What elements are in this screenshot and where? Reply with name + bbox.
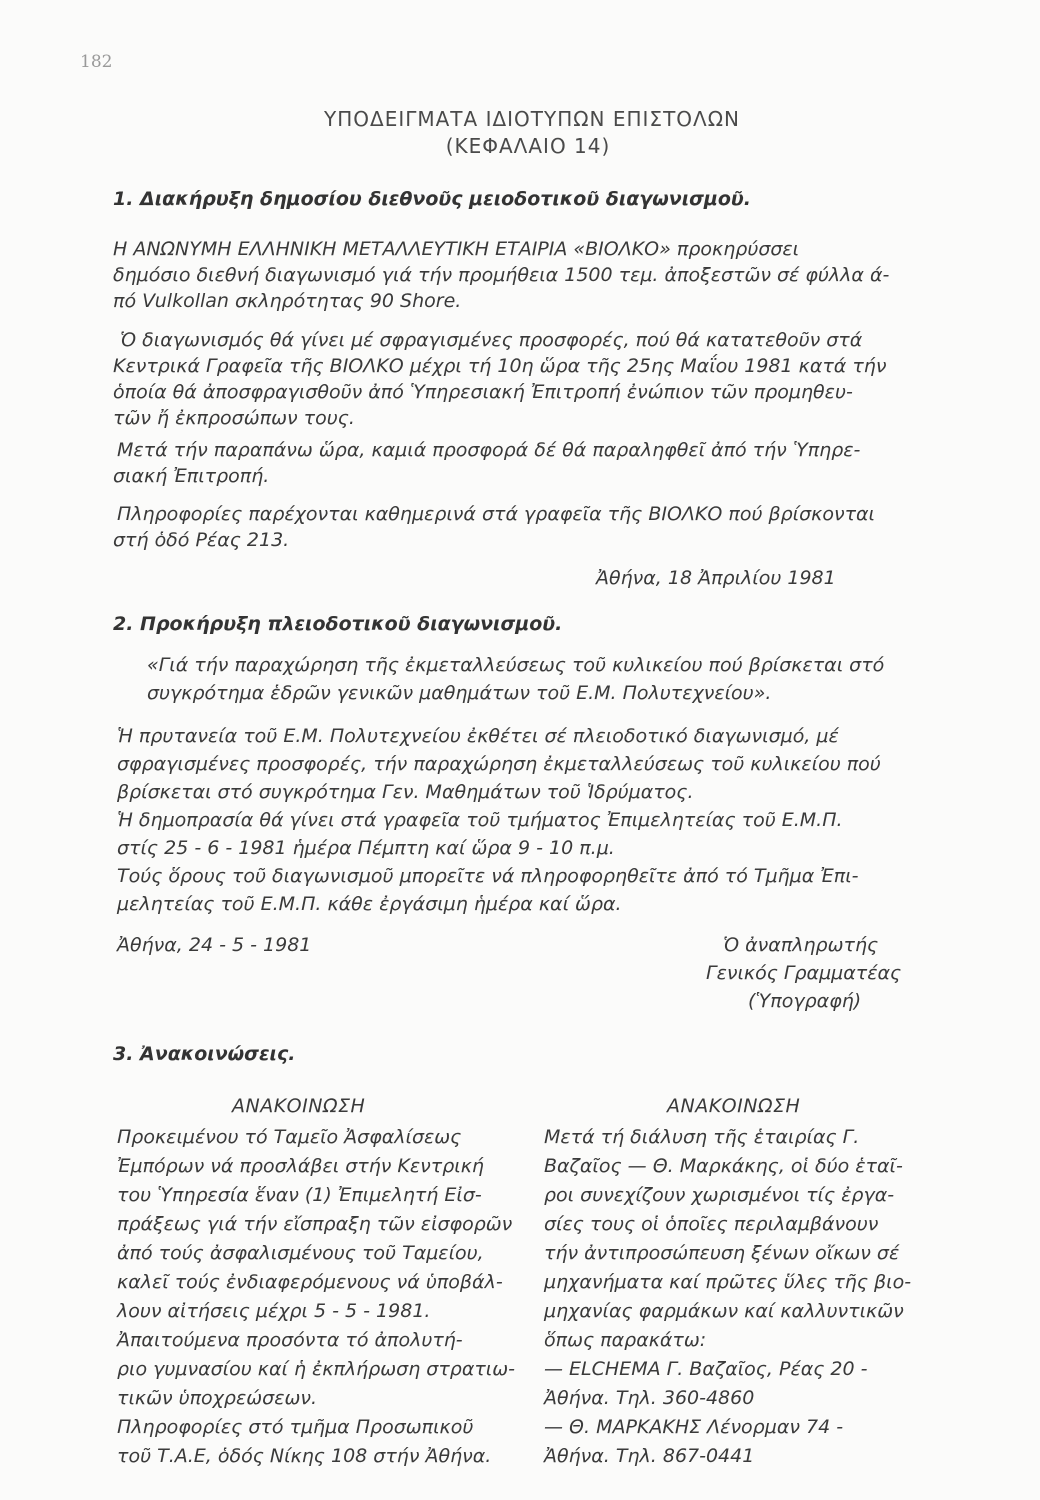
announcement-right-line: μηχανήματα καί πρῶτες ὕλες τῆς βιο- [544, 1271, 912, 1293]
announcement-right-line: τήν ἀντιπροσώπευση ξένων οἴκων σέ [544, 1242, 900, 1264]
announcement-left-line: πράξεως γιά τήν εἴσπραξη τῶν εἰσφορῶν [117, 1213, 513, 1235]
announcement-left-line: λουν αἰτήσεις μέχρι 5 - 5 - 1981. [117, 1300, 431, 1322]
announcement-left-line: Προκειμένου τό Ταμεῖο Ἀσφαλίσεως [117, 1126, 462, 1148]
section2-line: Ἡ πρυτανεία τοῦ Ε.Μ. Πολυτεχνείου ἐκθέτει σέ πλειοδοτικό διαγωνισμό, μέ [117, 725, 839, 747]
announcement-right-line: Μετά τή διάλυση τῆς ἑταιρίας Γ. [544, 1126, 860, 1148]
announcement-left-line: τικῶν ὑποχρεώσεων. [117, 1387, 318, 1409]
announcement-left-line: Ἐμπόρων νά προσλάβει στήν Κεντρική [117, 1155, 484, 1177]
section2-date: Ἀθήνα, 24 - 5 - 1981 [117, 934, 312, 956]
signature-line: Γενικός Γραμματέας [706, 962, 902, 984]
section2-subject-line: «Γιά τήν παραχώρηση τῆς ἐκμεταλλεύσεως τοῦ κυλικείου πού βρίσκεται στό [147, 654, 885, 676]
announcement-left-heading: ΑΝΑΚΟΙΝΩΣΗ [232, 1095, 366, 1117]
announcement-left-line: ἀπό τούς ἀσφαλισμένους τοῦ Ταμείου, [117, 1242, 484, 1264]
announcement-right-line: — Θ. ΜΑΡΚΑΚΗΣ Λένορμαν 74 - [544, 1416, 844, 1438]
section2-line: σφραγισμένες προσφορές, τήν παραχώρηση ἐκμεταλλεύσεως τοῦ κυλικείου πού [117, 753, 881, 775]
announcement-left-line: του Ὑπηρεσία ἕναν (1) Ἐπιμελητή Εἰσ- [117, 1184, 482, 1206]
section1-line: Πληροφορίες παρέχονται καθημερινά στά γραφεῖα τῆς ΒΙΟΛΚΟ πού βρίσκονται [117, 503, 875, 525]
section1-line: Μετά τήν παραπάνω ὥρα, καμιά προσφορά δέ θά παραληφθεῖ ἀπό τήν Ὑπηρε- [117, 439, 861, 461]
section2-line: Ἡ δημοπρασία θά γίνει στά γραφεῖα τοῦ τμήματος Ἐπιμελητείας τοῦ Ε.Μ.Π. [117, 809, 843, 831]
signature-line: (Ὑπογραφή) [748, 990, 862, 1012]
page-title: ΥΠΟΔΕΙΓΜΑΤΑ ΙΔΙΟΤΥΠΩΝ ΕΠΙΣΤΟΛΩΝ [324, 107, 740, 131]
section2-line: βρίσκεται στό συγκρότημα Γεν. Μαθημάτων τοῦ Ἱδρύματος. [117, 781, 694, 803]
page-subtitle: (ΚΕΦΑΛΑΙΟ 14) [445, 134, 611, 158]
announcement-right-line: Βαζαῖος — Θ. Μαρκάκης, οἱ δύο ἑταῖ- [544, 1155, 903, 1177]
section1-line: σιακή Ἐπιτροπή. [113, 465, 270, 487]
section1-line: τῶν ἤ ἐκπροσώπων τους. [113, 407, 355, 429]
section1-line: στή ὁδό Ρέας 213. [113, 529, 290, 551]
section1-line: δημόσιο διεθνή διαγωνισμό γιά τήν προμήθεια 1500 τεμ. ἀποξεστῶν σέ φύλλα ά- [113, 264, 890, 286]
section2-title: 2. Προκήρυξη πλειοδοτικοῦ διαγωνισμοῦ. [113, 613, 563, 635]
announcement-left-line: ριο γυμνασίου καί ἡ ἐκπλήρωση στρατιω- [117, 1358, 516, 1380]
section1-line: Ὁ διαγωνισμός θά γίνει μέ σφραγισμένες προσφορές, πού θά κατατεθοῦν στά [120, 329, 863, 351]
announcement-right-line: — ELCHEMA Γ. Βαζαῖος, Ρέας 20 - [544, 1358, 868, 1380]
announcement-left-line: καλεῖ τούς ἐνδιαφερόμενους νά ὑποβάλ- [117, 1271, 503, 1293]
section1-line: Η ΑΝΩΝΥΜΗ ΕΛΛΗΝΙΚΗ ΜΕΤΑΛΛΕΥΤΙΚΗ ΕΤΑΙΡΙΑ «ΒΙΟΛΚΟ» προκηρύσσει [113, 238, 800, 260]
section1-date: Ἀθήνα, 18 Ἀπριλίου 1981 [596, 567, 836, 589]
section2-subject-line: συγκρότημα ἑδρῶν γενικῶν μαθημάτων τοῦ Ε.Μ. Πολυτεχνείου». [147, 682, 772, 704]
signature-line: Ὁ ἀναπληρωτής [723, 934, 879, 956]
section2-line: στίς 25 - 6 - 1981 ἡμέρα Πέμπτη καί ὥρα 9 - 10 π.μ. [117, 837, 615, 859]
page-number: 182 [80, 52, 113, 72]
announcement-left-line: Ἀπαιτούμενα προσόντα τό ἀπολυτή- [117, 1329, 463, 1351]
announcement-right-line: ὅπως παρακάτω: [544, 1329, 707, 1351]
announcement-right-line: Ἀθήνα. Τηλ. 867-0441 [544, 1445, 755, 1467]
announcement-left-line: Πληροφορίες στό τμῆμα Προσωπικοῦ [117, 1416, 474, 1438]
section3-title: 3. Ἀνακοινώσεις. [113, 1043, 296, 1065]
announcement-right-line: μηχανίας φαρμάκων καί καλλυντικῶν [544, 1300, 904, 1322]
section1-line: Κεντρικά Γραφεῖα τῆς ΒΙΟΛΚΟ μέχρι τή 10η ὥρα τῆς 25ης Μαΐου 1981 κατά τήν [113, 355, 887, 377]
section1-line: πό Vulkollan σκληρότητας 90 Shore. [113, 290, 462, 312]
section2-line: μελητείας τοῦ Ε.Μ.Π. κάθε ἐργάσιμη ἡμέρα καί ὥρα. [117, 893, 622, 915]
announcement-right-heading: ΑΝΑΚΟΙΝΩΣΗ [667, 1095, 801, 1117]
section1-title: 1. Διακήρυξη δημοσίου διεθνοῦς μειοδοτικοῦ διαγωνισμοῦ. [113, 188, 751, 210]
announcement-right-line: ροι συνεχίζουν χωρισμένοι τίς ἐργα- [544, 1184, 895, 1206]
announcement-right-line: σίες τους οἱ ὁποῖες περιλαμβάνουν [544, 1213, 879, 1235]
announcement-left-line: τοῦ Τ.Α.Ε, ὁδός Νίκης 108 στήν Ἀθήνα. [117, 1445, 492, 1467]
section2-line: Τούς ὅρους τοῦ διαγωνισμοῦ μπορεῖτε νά πληροφορηθεῖτε ἀπό τό Τμῆμα Ἐπι- [117, 865, 859, 887]
announcement-right-line: Ἀθήνα. Τηλ. 360-4860 [544, 1387, 755, 1409]
section1-line: ὁποία θά ἀποσφραγισθοῦν ἀπό Ὑπηρεσιακή Ἐπιτροπή ἐνώπιον τῶν προμηθευ- [113, 381, 853, 403]
